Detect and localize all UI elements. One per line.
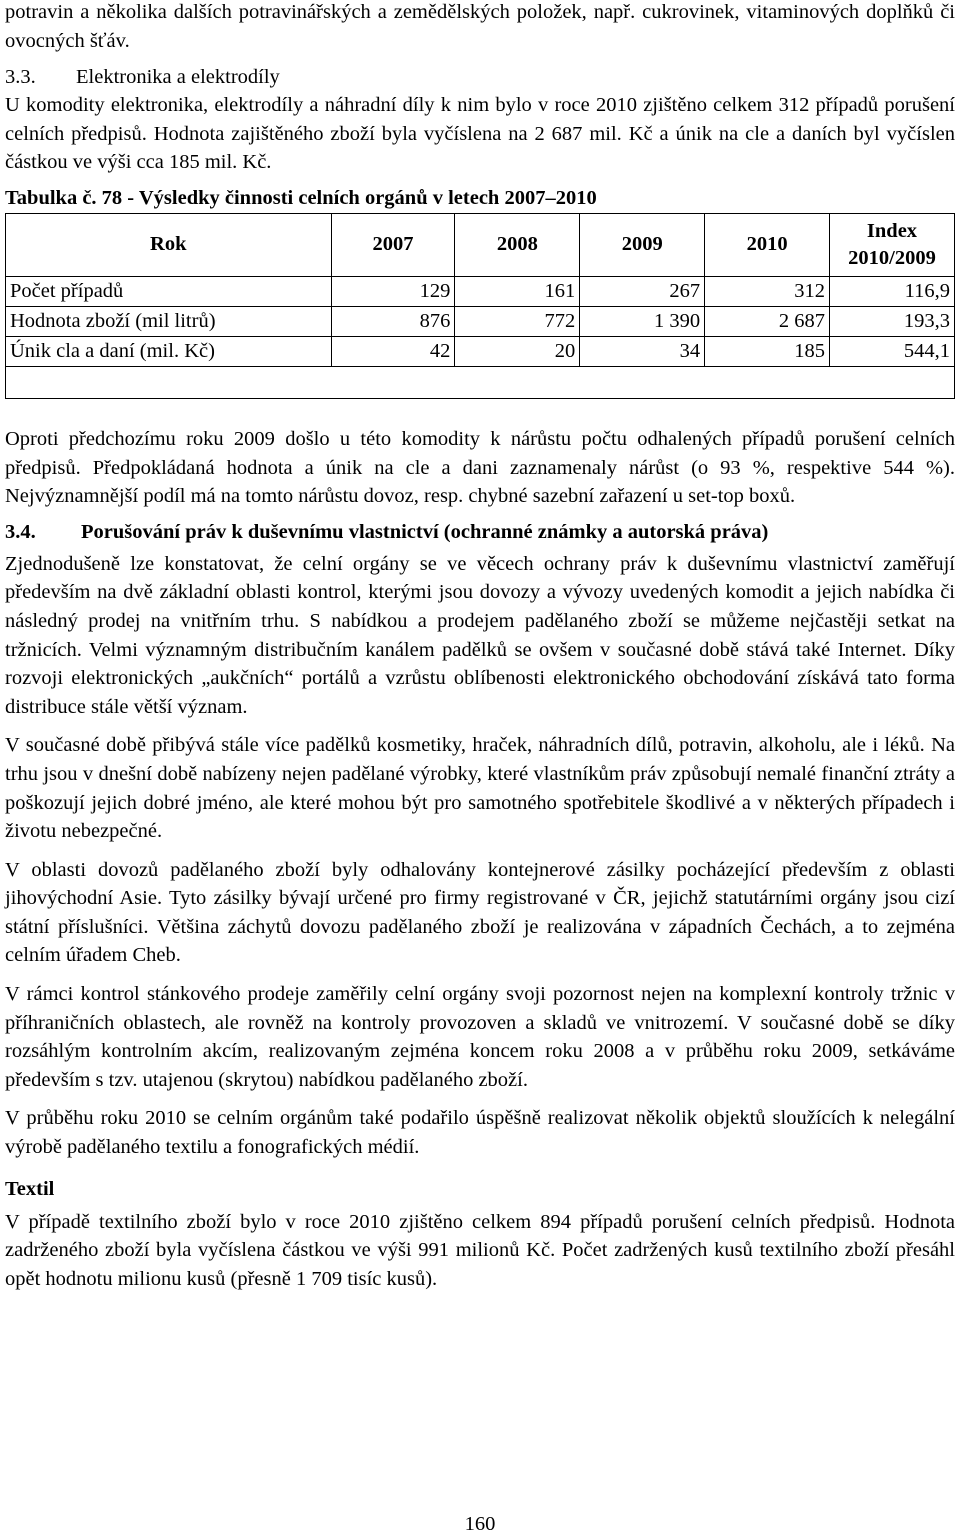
header-cell: Rok bbox=[6, 213, 332, 276]
row-label: Únik cla a daní (mil. Kč) bbox=[6, 336, 332, 366]
page-number: 160 bbox=[464, 1513, 496, 1535]
table-caption: Tabulka č. 78 - Výsledky činnosti celních orgánů v letech 2007–2010 bbox=[5, 186, 597, 209]
table-row bbox=[6, 336, 955, 366]
table-cell: 544,1 bbox=[830, 336, 955, 366]
ip-paragraph: V rámci kontrol stánkového prodeje zaměřily celní orgány svoji pozornost nejen na komplexní kontroly tržnic v příhraničních oblastech, ale rovněž na kontroly provozoven a skladů ve vnitrozemí. V současné době se díky rozsáhlým kontrolním akcím, realizovaným zejména koncem roku 2008 a v průběhu roku 2009, setkáváme především s tzv. utajenou (skrytou) nabídkou padělaného zboží. bbox=[5, 983, 955, 1091]
table-cell: 267 bbox=[580, 276, 705, 306]
section-title: Porušování práv k duševnímu vlastnictví (ochranné známky a autorská práva) bbox=[81, 520, 769, 543]
results-table bbox=[5, 213, 955, 399]
ip-paragraph: V oblasti dovozů padělaného zboží byly odhalovány kontejnerové zásilky pocházející především z oblasti jihovýchodní Asie. Tyto zásilky bývají určené pro firmy registrované v ČR, jejichž statutárními orgány jsou cizí státní příslušníci. Většina záchytů dovozu padělaného zboží je realizována v západních Čechách, a to zejména celním úřadem Cheb. bbox=[5, 858, 955, 967]
table-cell: 34 bbox=[580, 336, 705, 366]
header-cell: 2007 bbox=[331, 213, 455, 276]
header-cell-index bbox=[830, 213, 955, 276]
intro-paragraph: potravin a několika dalších potravinářských a zemědělských položek, např. cukrovinek, vitaminových doplňků či ovocných šťáv. bbox=[5, 1, 955, 52]
table-cell: 312 bbox=[705, 276, 830, 306]
table-row bbox=[6, 276, 955, 306]
textil-heading: Textil bbox=[5, 1177, 55, 1200]
after-table-paragraph: Oproti předchozímu roku 2009 došlo u této komodity k nárůstu počtu odhalených případů porušení celních předpisů. Předpokládaná hodnota a únik na cle a dani zaznamenaly nárůst (o 93 %, respektive 544 %). Nejvýznamnější podíl má na tomto nárůstu dovoz, resp. chybné sazební zařazení u set-top boxů. bbox=[5, 427, 955, 508]
table-cell: 772 bbox=[455, 306, 580, 336]
table-header-row bbox=[6, 213, 955, 276]
table-cell: 876 bbox=[331, 306, 455, 336]
section-number: 3.3. bbox=[5, 66, 36, 89]
header-cell: 2008 bbox=[455, 213, 580, 276]
section-heading-ip bbox=[5, 518, 955, 546]
document-page bbox=[5, 0, 955, 1293]
header-cell: 2009 bbox=[580, 213, 705, 276]
table-cell: 20 bbox=[455, 336, 580, 366]
section-number: 3.4. bbox=[5, 520, 36, 543]
table-cell: 185 bbox=[705, 336, 830, 366]
textil-paragraph: V případě textilního zboží bylo v roce 2010 zjištěno celkem 894 případů porušení celních předpisů. Hodnota zadrženého zboží byla vyčíslena částkou ve výši 991 milionů Kč. Počet zadržených kusů textilního zboží přesáhl opět hodnotu milionu kusů (přesně 1 709 tisíc kusů). bbox=[5, 1210, 955, 1290]
table-cell: 193,3 bbox=[830, 306, 955, 336]
index-period: 2010/2009 bbox=[848, 246, 936, 269]
table-empty-row bbox=[6, 366, 955, 398]
ip-paragraph: V průběhu roku 2010 se celním orgánům také podařilo úspěšně realizovat několik objektů sloužících k nelegální výrobě padělaného textilu a fonografických médií. bbox=[5, 1107, 955, 1159]
index-label: Index bbox=[866, 219, 918, 242]
ip-paragraph: V současné době přibývá stále více padělků kosmetiky, hraček, náhradních dílů, potravin, alkoholu, ale i léků. Na trhu jsou v dnešní době nabízeny nejen padělané výrobky, které vlastníkům práv způsobují nemalé finanční ztráty a poškozují jejich dobré jméno, ale které mohou být pro samotného spotřebitele škodlivé a v některých případech i životu nebezpečné. bbox=[5, 734, 955, 843]
empty-cell bbox=[6, 366, 955, 398]
header-cell: 2010 bbox=[705, 213, 830, 276]
table-cell: 116,9 bbox=[830, 276, 955, 306]
table-cell: 129 bbox=[331, 276, 455, 306]
table-cell: 42 bbox=[331, 336, 455, 366]
table-row bbox=[6, 306, 955, 336]
section-title: Elektronika a elektrodíly bbox=[76, 66, 280, 89]
table-cell: 2 687 bbox=[705, 306, 830, 336]
row-label: Počet případů bbox=[6, 276, 332, 306]
electronics-paragraph: U komodity elektronika, elektrodíly a náhradní díly k nim bylo v roce 2010 zjištěno celkem 312 případů porušení celních předpisů. Hodnota zajištěného zboží byla vyčíslena na 2 687 mil. Kč a únik na cle a daních byl vyčíslen částkou ve výši cca 185 mil. Kč. bbox=[5, 94, 955, 174]
ip-paragraph: Zjednodušeně lze konstatovat, že celní orgány se ve věcech ochrany práv k duševnímu vlastnictví zaměřují především na dvě základní oblasti kontrol, kterými jsou dovozy a vývozy uvedených komodit a jejich nabídka či následný prodej na vnitřním trhu. S nabídkou a prodejem padělaného zboží se můžeme nejčastěji setkat na tržnicích. Velmi významným distribučním kanálem padělků se ovšem v současné době stává také Internet. Díky rozvoji elektronických „aukčních“ portálů a vzrůstu oblíbenosti elektronického obchodování získává tato forma distribuce stále větší význam. bbox=[5, 552, 955, 718]
row-label: Hodnota zboží (mil litrů) bbox=[6, 306, 332, 336]
table-cell: 1 390 bbox=[580, 306, 705, 336]
table-cell: 161 bbox=[455, 276, 580, 306]
section-heading-electronics bbox=[5, 63, 955, 91]
